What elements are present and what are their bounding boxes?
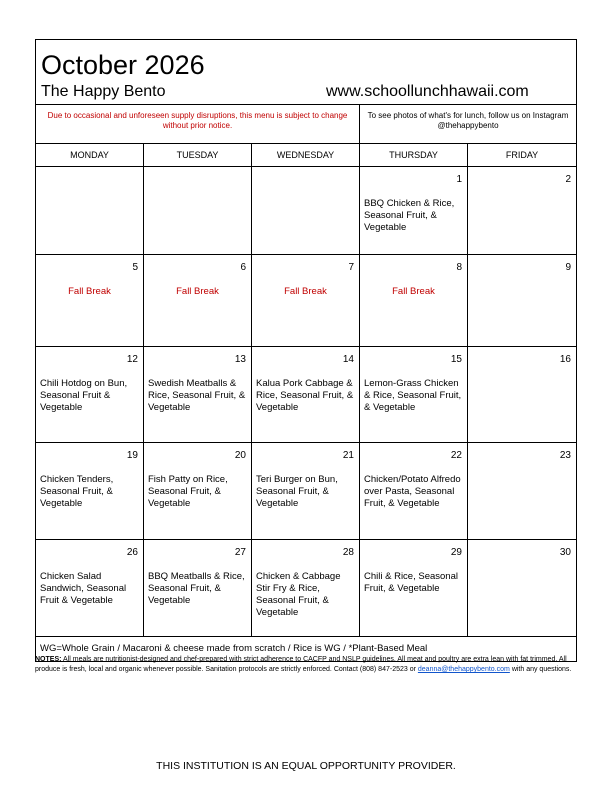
notice-row bbox=[36, 105, 576, 144]
meal-description: BBQ Chicken & Rice, Seasonal Fruit, & Vegetable bbox=[364, 198, 455, 233]
week-row bbox=[36, 443, 576, 540]
day-cell bbox=[468, 347, 576, 442]
date-number: 23 bbox=[559, 450, 571, 461]
day-cell bbox=[144, 443, 252, 539]
menu-calendar bbox=[35, 39, 577, 662]
day-cell bbox=[252, 255, 360, 346]
week-row bbox=[36, 167, 576, 255]
meal-description: Chicken/Potato Alfredo over Pasta, Seasonal Fruit, & Vegetable bbox=[364, 474, 461, 509]
date-number: 14 bbox=[342, 354, 354, 365]
calendar-header bbox=[36, 40, 576, 105]
fall-break-label: Fall Break bbox=[284, 286, 327, 297]
month-title: October 2026 bbox=[41, 50, 205, 80]
date-number: 30 bbox=[559, 547, 571, 558]
weekday-thursday: THURSDAY bbox=[360, 144, 468, 166]
notes-label: NOTES: bbox=[35, 656, 62, 663]
meal-description: Swedish Meatballs & Rice, Seasonal Fruit, & Vegetable bbox=[148, 378, 246, 413]
day-cell bbox=[36, 443, 144, 539]
meal-description: Chicken & Cabbage Stir Fry & Rice, Seasonal Fruit, & Vegetable bbox=[256, 571, 341, 618]
date-number: 15 bbox=[450, 354, 462, 365]
day-cell bbox=[36, 347, 144, 442]
date-number: 26 bbox=[126, 547, 138, 558]
date-number: 28 bbox=[342, 547, 354, 558]
day-cell bbox=[144, 540, 252, 636]
meal-description: Chili Hotdog on Bun, Seasonal Fruit & Vegetable bbox=[40, 378, 128, 413]
meal-description: Fish Patty on Rice, Seasonal Fruit, & Vegetable bbox=[148, 474, 228, 509]
day-cell bbox=[252, 443, 360, 539]
day-cell bbox=[468, 167, 576, 254]
day-cell bbox=[360, 255, 468, 346]
instagram-notice: To see photos of what's for lunch, follow us on Instagram @thehappybento bbox=[367, 111, 569, 130]
date-number: 27 bbox=[234, 547, 246, 558]
menu-legend: WG=Whole Grain / Macaroni & cheese made from scratch / Rice is WG / *Plant-Based Meal bbox=[40, 643, 428, 654]
date-number: 2 bbox=[565, 174, 571, 185]
day-cell bbox=[252, 347, 360, 442]
day-cell bbox=[144, 167, 252, 254]
day-cell bbox=[360, 540, 468, 636]
date-number: 8 bbox=[456, 262, 462, 273]
notes-text: All meals are nutritionist-designed and chef-prepared with strict adherence to CACFP and NSLP guidelines. All meat and poultry are extra lean with fat trimmed. All produce is fresh, local and organic whenever possible. Sanitation protocols are strictly enforced. Contact (808) 847-2523 or bbox=[35, 656, 567, 673]
date-number: 29 bbox=[450, 547, 462, 558]
date-number: 7 bbox=[348, 262, 354, 273]
date-number: 22 bbox=[450, 450, 462, 461]
day-cell bbox=[468, 540, 576, 636]
meal-description: Chili & Rice, Seasonal Fruit, & Vegetable bbox=[364, 571, 458, 594]
date-number: 13 bbox=[234, 354, 246, 365]
day-cell bbox=[144, 347, 252, 442]
date-number: 20 bbox=[234, 450, 246, 461]
meal-description: Chicken Tenders, Seasonal Fruit, & Vegetable bbox=[40, 474, 114, 509]
date-number: 6 bbox=[240, 262, 246, 273]
week-row bbox=[36, 540, 576, 637]
meal-description: BBQ Meatballs & Rice, Seasonal Fruit, & Vegetable bbox=[148, 571, 245, 606]
equal-opportunity-statement: THIS INSTITUTION IS AN EQUAL OPPORTUNITY PROVIDER. bbox=[156, 760, 456, 772]
fall-break-label: Fall Break bbox=[176, 286, 219, 297]
meal-description: Chicken Salad Sandwich, Seasonal Fruit & Vegetable bbox=[40, 571, 127, 606]
day-cell bbox=[468, 443, 576, 539]
contact-email-link[interactable]: deanna@thehappybento.com bbox=[417, 666, 510, 673]
date-number: 12 bbox=[126, 354, 138, 365]
week-row bbox=[36, 255, 576, 347]
week-row bbox=[36, 347, 576, 443]
fall-break-label: Fall Break bbox=[392, 286, 435, 297]
day-cell bbox=[252, 167, 360, 254]
date-number: 19 bbox=[126, 450, 138, 461]
weekday-tuesday: TUESDAY bbox=[144, 144, 252, 166]
meal-description: Kalua Pork Cabbage & Rice, Seasonal Fruit, & Vegetable bbox=[256, 378, 354, 413]
day-cell bbox=[36, 167, 144, 254]
supply-notice: Due to occasional and unforeseen supply disruptions, this menu is subject to change without prior notice. bbox=[36, 105, 360, 143]
day-cell bbox=[360, 347, 468, 442]
meal-description: Lemon-Grass Chicken & Rice, Seasonal Fruit, & Vegetable bbox=[364, 378, 462, 413]
meal-description: Teri Burger on Bun, Seasonal Fruit, & Vegetable bbox=[256, 474, 338, 509]
day-cell bbox=[360, 167, 468, 254]
day-cell bbox=[252, 540, 360, 636]
weekday-friday: FRIDAY bbox=[505, 150, 539, 160]
fall-break-label: Fall Break bbox=[68, 286, 111, 297]
date-number: 21 bbox=[342, 450, 354, 461]
notes-suffix: with any questions. bbox=[511, 666, 572, 673]
date-number: 5 bbox=[132, 262, 138, 273]
weekday-monday: MONDAY bbox=[36, 144, 144, 166]
notes-paragraph bbox=[35, 655, 577, 675]
day-cell bbox=[36, 540, 144, 636]
date-number: 1 bbox=[456, 174, 462, 185]
day-cell bbox=[360, 443, 468, 539]
day-cell bbox=[36, 255, 144, 346]
date-number: 16 bbox=[559, 354, 571, 365]
weekday-header bbox=[36, 144, 576, 167]
website-url: www.schoollunchhawaii.com bbox=[326, 83, 529, 100]
date-number: 9 bbox=[565, 262, 571, 273]
organization-name: The Happy Bento bbox=[41, 83, 166, 100]
day-cell bbox=[468, 255, 576, 346]
day-cell bbox=[144, 255, 252, 346]
weekday-wednesday: WEDNESDAY bbox=[252, 144, 360, 166]
